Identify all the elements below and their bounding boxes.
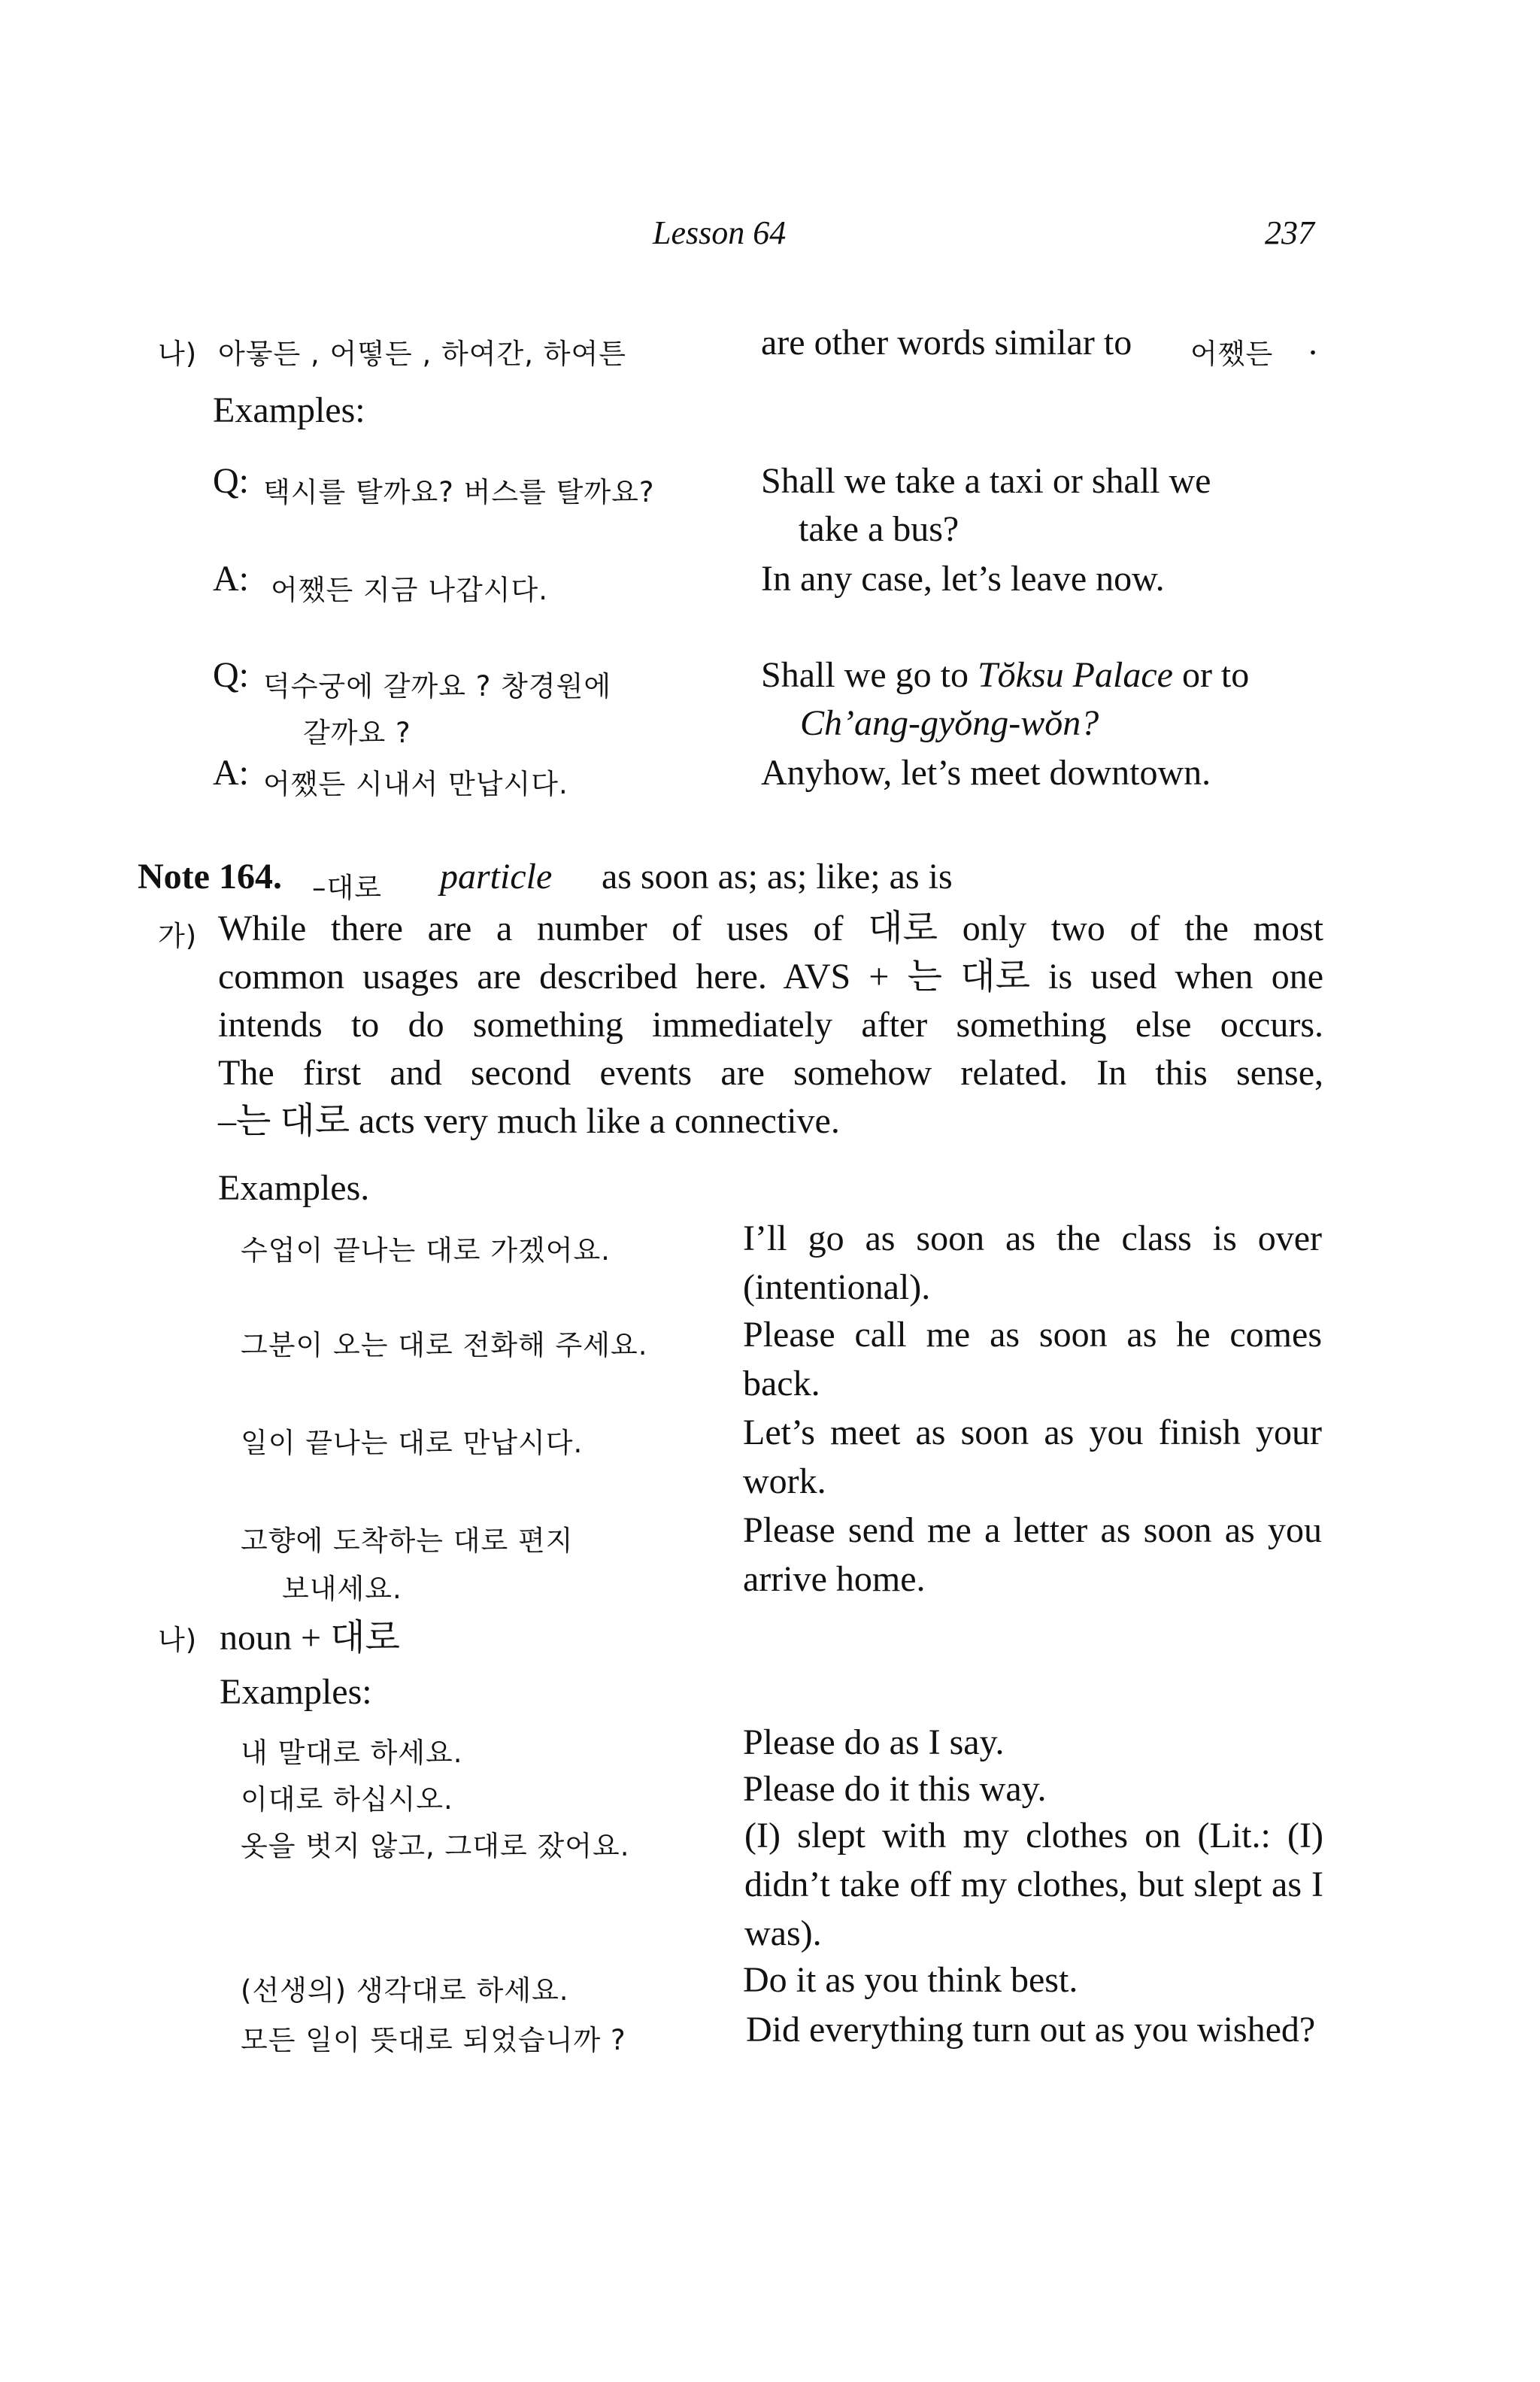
examples-label-na: Examples: <box>220 1672 372 1712</box>
similar-words-text: are other words similar to <box>761 323 1132 363</box>
example-korean: 일이 끝나는 대로 만납시다. <box>241 1427 584 1459</box>
example-english: Let’s meet as soon as you finish your work. <box>743 1413 1322 1501</box>
example-english: I’ll go as soon as the class is over (intentional). <box>743 1218 1322 1307</box>
example-english: Do it as you think best. <box>743 1960 1078 2000</box>
note-164-paragraph <box>218 905 1323 1145</box>
example-korean: 내 말대로 하세요. <box>241 1737 463 1769</box>
paragraph-line: intends to do something immediately after something else occurs. <box>218 1005 1323 1045</box>
example-english: Please send me a letter as soon as you arrive home. <box>743 1510 1322 1599</box>
examples-label-164: Examples. <box>218 1168 370 1208</box>
dialog2-q-label: Q: <box>213 655 249 695</box>
dialog1-a-label: A: <box>213 559 249 599</box>
example-korean: 수업이 끝나는 대로 가겠어요. <box>241 1234 611 1267</box>
dialog2-q-english-1c: or to <box>1172 655 1250 695</box>
dialog1-q-english-1: Shall we take a taxi or shall we <box>761 461 1211 501</box>
example-korean: (선생의) 생각대로 하세요. <box>241 1974 569 2007</box>
section-marker-na: 나) <box>158 338 198 370</box>
note-164-title: Note 164. <box>138 857 282 897</box>
section-marker-ga: 가) <box>158 920 198 952</box>
similar-words-period: . <box>1308 323 1317 363</box>
example-english: Please do as I say. <box>743 1722 1005 1762</box>
example-korean: 그분이 오는 대로 전화해 주세요. <box>241 1329 648 1361</box>
example-korean: 보내세요. <box>282 1573 402 1605</box>
dialog1-q-korean: 택시를 탈까요? 버스를 탈까요? <box>263 476 655 508</box>
tokssu-palace-name: Tŏksu Palace <box>977 655 1173 695</box>
examples-label-top: Examples: <box>213 390 365 430</box>
example-korean: 옷을 벗지 않고, 그대로 잤어요. <box>241 1830 630 1862</box>
example-english: Please call me as soon as he comes back. <box>743 1315 1322 1403</box>
paragraph-line: While there are a number of uses of 대로 only two of the most <box>218 909 1323 948</box>
similar-words-korean: 아뭏든 , 어떻든 , 하여간, 하여튼 <box>218 338 626 370</box>
noun-daero-heading: noun + 대로 <box>220 1618 400 1658</box>
paragraph-line: –는 대로 acts very much like a connective. <box>218 1101 840 1141</box>
note-164-korean: –대로 <box>312 872 382 904</box>
dialog2-a-english: Anyhow, let’s meet downtown. <box>761 753 1211 793</box>
dialog1-q-english-2: take a bus? <box>799 509 959 549</box>
similar-words-ref: 어쨌든 <box>1190 338 1274 370</box>
dialog2-q-korean-2: 갈까요 ? <box>303 717 411 749</box>
dialog2-q-english-1 <box>761 654 1249 696</box>
example-korean: 고향에 도착하는 대로 편지 <box>241 1525 574 1557</box>
dialog1-a-english: In any case, let’s leave now. <box>761 559 1165 599</box>
note-164-gloss: as soon as; as; like; as is <box>602 857 953 897</box>
page-number: 237 <box>1265 214 1314 251</box>
example-english: Did everything turn out as you wished? <box>746 2010 1316 2050</box>
dialog2-a-label: A: <box>213 753 249 793</box>
dialog1-q-label: Q: <box>213 461 249 501</box>
running-header-lesson: Lesson 64 <box>653 214 787 251</box>
example-korean: 이대로 하십시오. <box>241 1783 453 1816</box>
paragraph-line: The first and second events are somehow related. In this sense, <box>218 1053 1323 1093</box>
note-164-pos: particle <box>440 857 553 897</box>
dialog1-a-korean: 어쨌든 지금 나갑시다. <box>271 574 548 606</box>
dialog2-q-english-1a: Shall we go to <box>761 655 978 695</box>
example-english: (I) slept with my clothes on (Lit.: (I) didn’t take off my clothes, but slept as I was). <box>744 1816 1323 1953</box>
paragraph-line: common usages are described here. AVS + 는 대로 is used when one <box>218 957 1323 997</box>
dialog2-q-english-2: Ch’ang-gyŏng-wŏn? <box>800 703 1099 743</box>
example-korean: 모든 일이 뜻대로 되었습니까 ? <box>241 2024 626 2056</box>
section-marker-na-2: 나) <box>158 1624 198 1656</box>
dialog2-q-korean-1: 덕수궁에 갈까요 ? 창경원에 <box>263 670 612 702</box>
example-english: Please do it this way. <box>743 1769 1047 1809</box>
dialog2-a-korean: 어쨌든 시내서 만납시다. <box>263 768 568 800</box>
